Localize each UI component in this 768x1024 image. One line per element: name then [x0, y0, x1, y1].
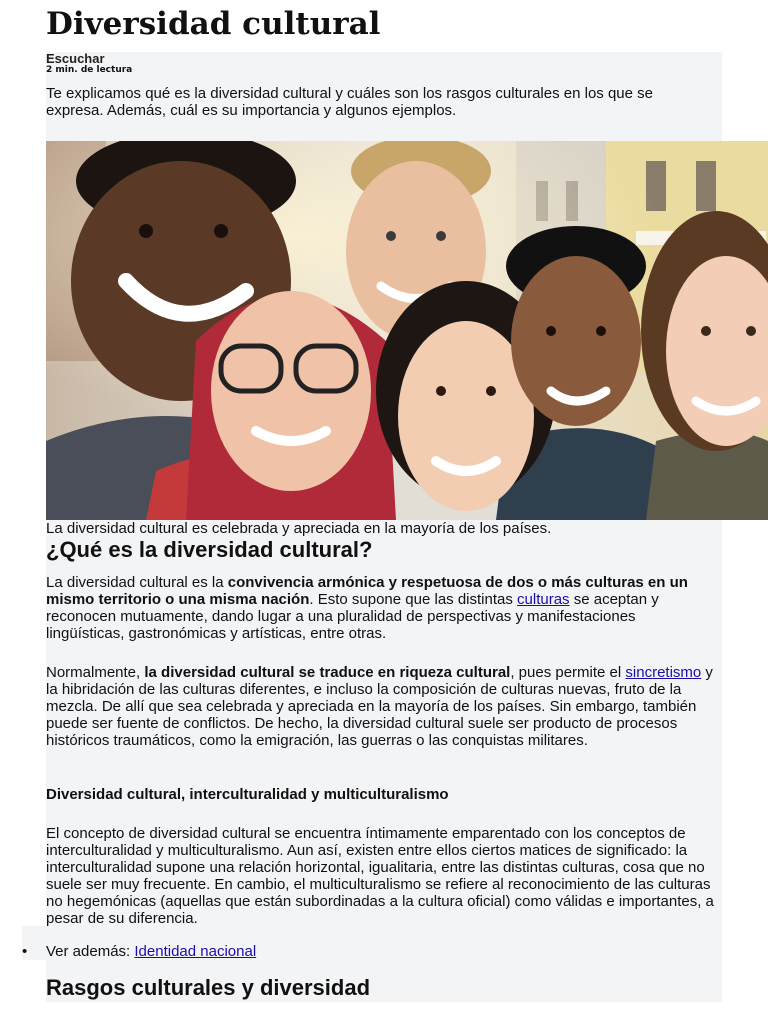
read-time: 2 min. de lectura: [46, 65, 133, 75]
image-caption: La diversidad cultural es celebrada y apreciada en la mayoría de los países.: [46, 520, 552, 537]
bold-text: la diversidad cultural se traduce en riqueza cultural: [144, 664, 511, 681]
section-heading-rasgos: Rasgos culturales y diversidad: [46, 975, 371, 1000]
section-heading-que-es: ¿Qué es la diversidad cultural?: [46, 537, 373, 562]
paragraph-text: se aceptan y reconocen mutuamente, dando lugar a una pluralidad de perspectivas y manifestaciones lingüísticas, gastronómicas y artísticas, entre otras.: [46, 591, 659, 642]
subheading-interculturalidad: Diversidad cultural, interculturalidad y multiculturalismo: [46, 786, 449, 803]
see-also-label: Ver además:: [46, 943, 135, 960]
paragraph-text: La diversidad cultural es la: [46, 574, 228, 591]
paragraph-interculturalidad: El concepto de diversidad cultural se encuentra íntimamente emparentado con los conceptos de interculturalidad y multiculturalismo. Aun así, existen entre ellos ciertos matices de significado: la interculturalidad supone una relación horizontal, igualitaria, entre las distintas culturas, cosa que no suele ser muy frecuente. En cambio, el multiculturalismo se refiere al reconocimiento de las culturas no hegemónicas (aquellas que están subordinadas a la cultura oficial) como válidas e importantes, a pesar de su diferencia.: [46, 825, 714, 927]
paragraph-text: , pues permite el: [510, 664, 626, 681]
link-sincretismo[interactable]: sincretismo: [625, 664, 702, 681]
bold-text: convivencia armónica y respetuosa de dos o más culturas en un mismo territorio o una misma nación: [46, 574, 688, 608]
hero-image: [46, 141, 768, 520]
link-culturas[interactable]: culturas: [517, 591, 570, 608]
paragraph-definition: [46, 574, 716, 642]
link-identidad-nacional[interactable]: Identidad nacional: [134, 943, 257, 960]
paragraph-text: y la hibridación de las culturas diferentes, e incluso la composición de culturas nuevas, fruto de la mezcla. De allí que sea celebrada y apreciada en la mayoría de los países. Sin embargo, también puede ser fuente de conflictos. De hecho, la diversidad cultural suele ser producto de procesos históricos traumáticos, como la emigración, las guerras o las conquistas militares.: [46, 664, 713, 749]
page-title: Diversidad cultural: [46, 6, 381, 42]
paragraph-riqueza: [46, 664, 716, 749]
paragraph-text: Normalmente,: [46, 664, 145, 681]
listen-button[interactable]: Escuchar: [46, 51, 105, 66]
paragraph-text: . Esto supone que las distintas: [309, 591, 518, 608]
bullet-icon: •: [22, 943, 28, 960]
intro-text: Te explicamos qué es la diversidad cultural y cuáles son los rasgos culturales en los que se expresa. Además, cuál es su importancia y algunos ejemplos.: [46, 85, 653, 119]
